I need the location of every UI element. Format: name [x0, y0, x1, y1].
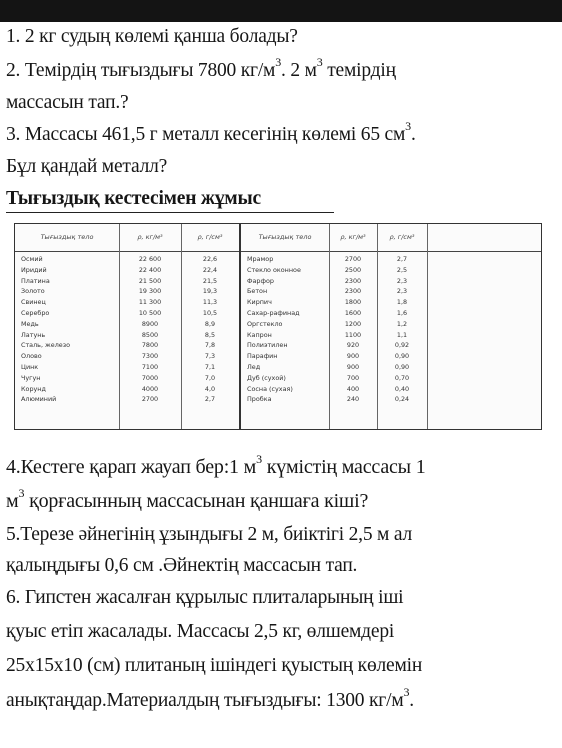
table-cell: 1,2	[396, 319, 408, 328]
table-cell: 7,3	[204, 352, 216, 361]
table-cell: Кирпич	[247, 298, 272, 307]
table-cell: Сталь, железо	[21, 341, 71, 350]
table-cell: 19,3	[202, 287, 218, 296]
question-4-line-2: $м^3$ қорғасынның массасынан қаншаға кіші?	[6, 486, 369, 512]
table-cell: Свинец	[21, 298, 46, 307]
table-cell: 7,8	[204, 341, 216, 350]
table-cell: 10 500	[138, 308, 162, 317]
question-6-line-2: қуыс етіп жасалады. Массасы 2,5 кг, өлшемдері	[6, 621, 395, 642]
table-cell: Иридий	[21, 265, 47, 274]
table-cell: Стекло оконное	[247, 265, 301, 274]
table-cell: Бетон	[247, 287, 268, 296]
header-rho-g-right: ρ, г/см³	[389, 233, 415, 241]
table-cell: Мрамор	[247, 255, 274, 263]
table-cell: 1,6	[396, 308, 408, 317]
table-cell: Золото	[21, 287, 45, 296]
table-cell: 8900	[141, 319, 159, 328]
density-table	[14, 223, 542, 430]
table-cell: Серебро	[21, 308, 50, 317]
table-cell: 2500	[344, 265, 362, 274]
table-cell: 7,1	[204, 362, 216, 371]
left-rho-kg-column	[119, 254, 181, 405]
table-cell: 700	[346, 373, 360, 382]
table-cell: 22,4	[202, 265, 218, 274]
table-cell: 7100	[141, 362, 159, 371]
table-cell: 2700	[141, 395, 159, 404]
table-cell: Пробка	[247, 395, 272, 404]
table-cell: 22 600	[138, 255, 162, 263]
right-substance-column	[247, 254, 329, 405]
table-cell: 7300	[141, 352, 159, 361]
table-cell: 8,9	[204, 319, 216, 328]
table-cell: Оргстекло	[247, 319, 283, 328]
right-rho-kg-column	[329, 254, 377, 405]
question-3-line-1: 3. Массасы 461,5 г металл кесегінің көлемі 65 $см^3$.	[6, 119, 416, 145]
table-cell: 2,7	[396, 255, 408, 263]
top-dark-bar	[0, 0, 562, 22]
table-cell: Чугун	[21, 373, 41, 382]
table-cell: Сахар-рафинад	[247, 308, 300, 317]
table-cell: 7,0	[204, 373, 216, 382]
table-cell: 4000	[141, 384, 159, 393]
table-cell: 920	[346, 341, 360, 350]
table-cell: 8500	[141, 330, 159, 339]
table-cell: Олово	[21, 352, 42, 361]
table-cell: 1200	[344, 319, 362, 328]
question-2-line-2: массасын тап.?	[6, 92, 129, 113]
table-cell: 11 300	[138, 298, 162, 307]
table-cell: 2,3	[396, 287, 408, 296]
table-cell: 240	[346, 395, 360, 404]
header-rho-g-left: ρ, г/см³	[197, 233, 223, 241]
section-heading: Тығыздық кестесімен жұмыс	[6, 188, 261, 209]
table-cell: Сосна (сухая)	[247, 384, 293, 393]
header-rho-kg-left: ρ, кг/м³	[137, 233, 163, 241]
table-cell: Полиэтилен	[247, 341, 288, 350]
table-cell: Капрон	[247, 330, 272, 339]
left-substance-column	[21, 254, 117, 405]
table-cell: Медь	[21, 319, 39, 328]
table-cell: 0,90	[394, 362, 410, 371]
right-rho-g-column	[377, 254, 427, 405]
header-substance-right: Тығыздық тело	[258, 233, 312, 241]
table-cell: 0,92	[394, 341, 410, 350]
table-cell: Осмий	[21, 255, 43, 263]
table-cell: Корунд	[21, 384, 46, 393]
table-cell: 400	[346, 384, 360, 393]
table-cell: 22,6	[202, 255, 218, 263]
question-2-line-1: 2. Темірдің тығыздығы 7800 $кг/м^3$. 2 $м^3$ темірдің	[6, 55, 396, 81]
question-6-line-4: анықтаңдар.Материалдың тығыздығы: 1300 $кг/м^3$.	[6, 685, 414, 711]
table-cell: 7800	[141, 341, 159, 350]
table-cell: 1100	[344, 330, 362, 339]
table-cell: Платина	[21, 276, 50, 285]
question-5-line-1: 5.Терезе әйнегінің ұзындығы 2 м, биіктігі 2,5 м ал	[6, 524, 413, 545]
table-cell: 1600	[344, 308, 362, 317]
header-rho-kg-right: ρ, кг/м³	[340, 233, 366, 241]
question-6-line-3: 25х15х10 (см) плитаның ішіндегі қуыстың көлемін	[6, 655, 423, 676]
table-cell: 4,0	[204, 384, 216, 393]
table-cell: 21,5	[202, 276, 218, 285]
table-cell: 2,5	[396, 265, 408, 274]
question-5-line-2: қалыңдығы 0,6 см .Әйнектің массасын тап.	[6, 555, 358, 576]
table-cell: 7000	[141, 373, 159, 382]
table-cell: 10,5	[202, 308, 218, 317]
table-cell: 0,70	[394, 373, 410, 382]
table-cell: 2300	[344, 287, 362, 296]
left-rho-g-column	[181, 254, 239, 405]
table-cell: 0,90	[394, 352, 410, 361]
table-cell: 0,24	[394, 395, 410, 404]
table-cell: 19 300	[138, 287, 162, 296]
header-substance-left: Тығыздық тело	[40, 233, 94, 241]
question-1: 1. 2 кг судың көлемі қанша болады?	[6, 26, 298, 47]
table-cell: 900	[346, 352, 360, 361]
density-table-header	[15, 224, 541, 252]
table-cell: 1,1	[396, 330, 408, 339]
table-cell: 900	[346, 362, 360, 371]
table-divider	[427, 224, 428, 429]
table-cell: Фарфор	[247, 276, 274, 285]
table-cell: 2700	[344, 255, 362, 263]
table-cell: Дуб (сухой)	[247, 373, 286, 382]
table-cell: Латунь	[21, 330, 46, 339]
section-heading-underline	[6, 212, 334, 213]
table-cell: Лед	[247, 362, 261, 371]
question-6-line-1: 6. Гипстен жасалған құрылыс плиталарының іші	[6, 587, 404, 608]
table-cell: 0,40	[394, 384, 410, 393]
table-cell: Цинк	[21, 362, 39, 371]
table-cell: 22 400	[138, 265, 162, 274]
table-center-divider	[239, 224, 241, 429]
table-cell: 2,3	[396, 276, 408, 285]
table-cell: 21 500	[138, 276, 162, 285]
table-cell: 2300	[344, 276, 362, 285]
table-cell: 1,8	[396, 298, 408, 307]
question-4-line-1: 4.Кестеге қарап жауап бер:1 $м^3$ күмістің массасы 1	[6, 452, 426, 478]
table-cell: 1800	[344, 298, 362, 307]
table-cell: 11,3	[202, 298, 218, 307]
table-cell: Парафин	[247, 352, 278, 361]
table-cell: 8,5	[204, 330, 216, 339]
table-cell: Алюминий	[21, 395, 57, 404]
question-3-line-2: Бұл қандай металл?	[6, 156, 168, 177]
table-cell: 2,7	[204, 395, 216, 404]
